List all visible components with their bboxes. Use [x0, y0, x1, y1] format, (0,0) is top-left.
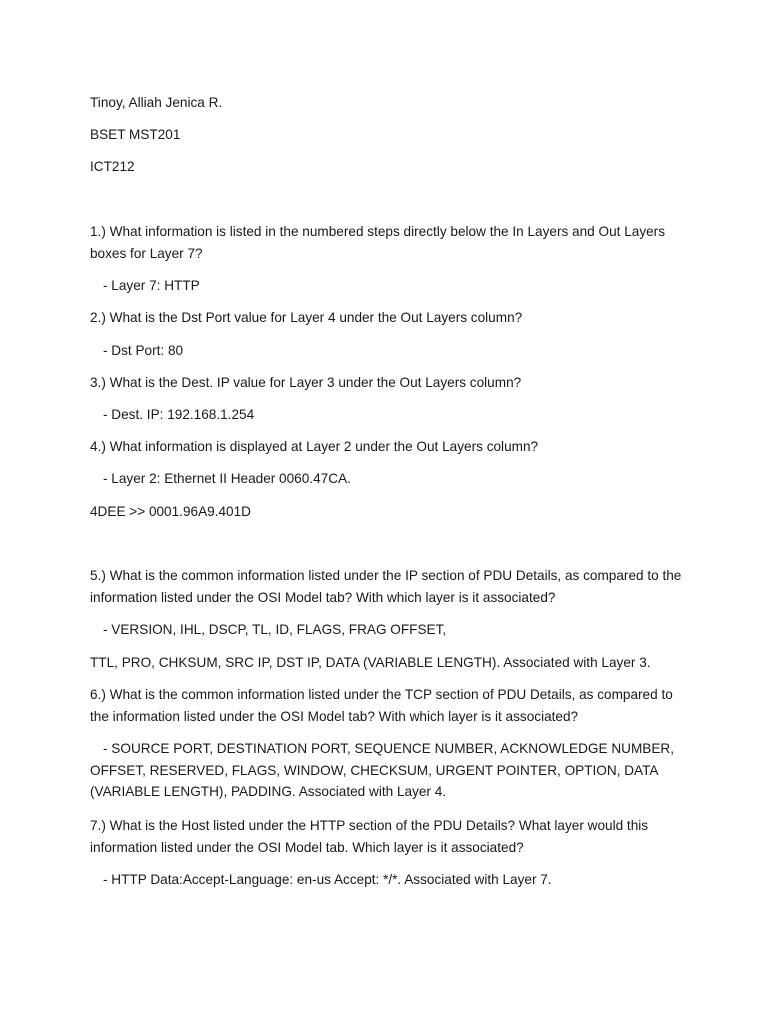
answer-4-continued: 4DEE >> 0001.96A9.401D [90, 504, 251, 519]
answer-4: - Layer 2: Ethernet II Header 0060.47CA. [103, 471, 351, 486]
answer-6: - SOURCE PORT, DESTINATION PORT, SEQUENCE NUMBER, ACKNOWLEDGE NUMBER, OFFSET, RESERVED, FLAGS, WINDOW, CHECKSUM, URGENT POINTER, OPTION, DATA (VARIABLE LENGTH), PADDING. Associated with Layer 4. [90, 741, 675, 799]
answer-5-continued: TTL, PRO, CHKSUM, SRC IP, DST IP, DATA (VARIABLE LENGTH). Associated with Layer 3. [90, 655, 651, 670]
answer-2: - Dst Port: 80 [103, 343, 184, 358]
course-code: BSET MST201 [90, 127, 181, 142]
question-1: 1.) What information is listed in the numbered steps directly below the In Layers and Out Layers boxes for Layer 7? [90, 224, 665, 261]
question-7: 7.) What is the Host listed under the HTTP section of the PDU Details? What layer would this information listed under the OSI Model tab. Which layer is it associated? [90, 818, 649, 855]
answer-3: - Dest. IP: 192.168.1.254 [103, 407, 255, 422]
answer-1: - Layer 7: HTTP [103, 278, 200, 293]
answer-7: - HTTP Data:Accept-Language: en-us Accept: */*. Associated with Layer 7. [103, 872, 552, 887]
student-name: Tinoy, Alliah Jenica R. [90, 95, 223, 110]
question-3: 3.) What is the Dest. IP value for Layer 3 under the Out Layers column? [90, 375, 522, 390]
subject-code: ICT212 [90, 159, 135, 174]
answer-5: - VERSION, IHL, DSCP, TL, ID, FLAGS, FRAG OFFSET, [103, 622, 447, 637]
question-2: 2.) What is the Dst Port value for Layer 4 under the Out Layers column? [90, 310, 523, 325]
question-5: 5.) What is the common information listed under the IP section of PDU Details, as compared to the information listed under the OSI Model tab? With which layer is it associated? [90, 568, 682, 605]
question-6: 6.) What is the common information listed under the TCP section of PDU Details, as compared to the information listed under the OSI Model tab? With which layer is it associated? [90, 687, 673, 724]
question-4: 4.) What information is displayed at Layer 2 under the Out Layers column? [90, 439, 539, 454]
